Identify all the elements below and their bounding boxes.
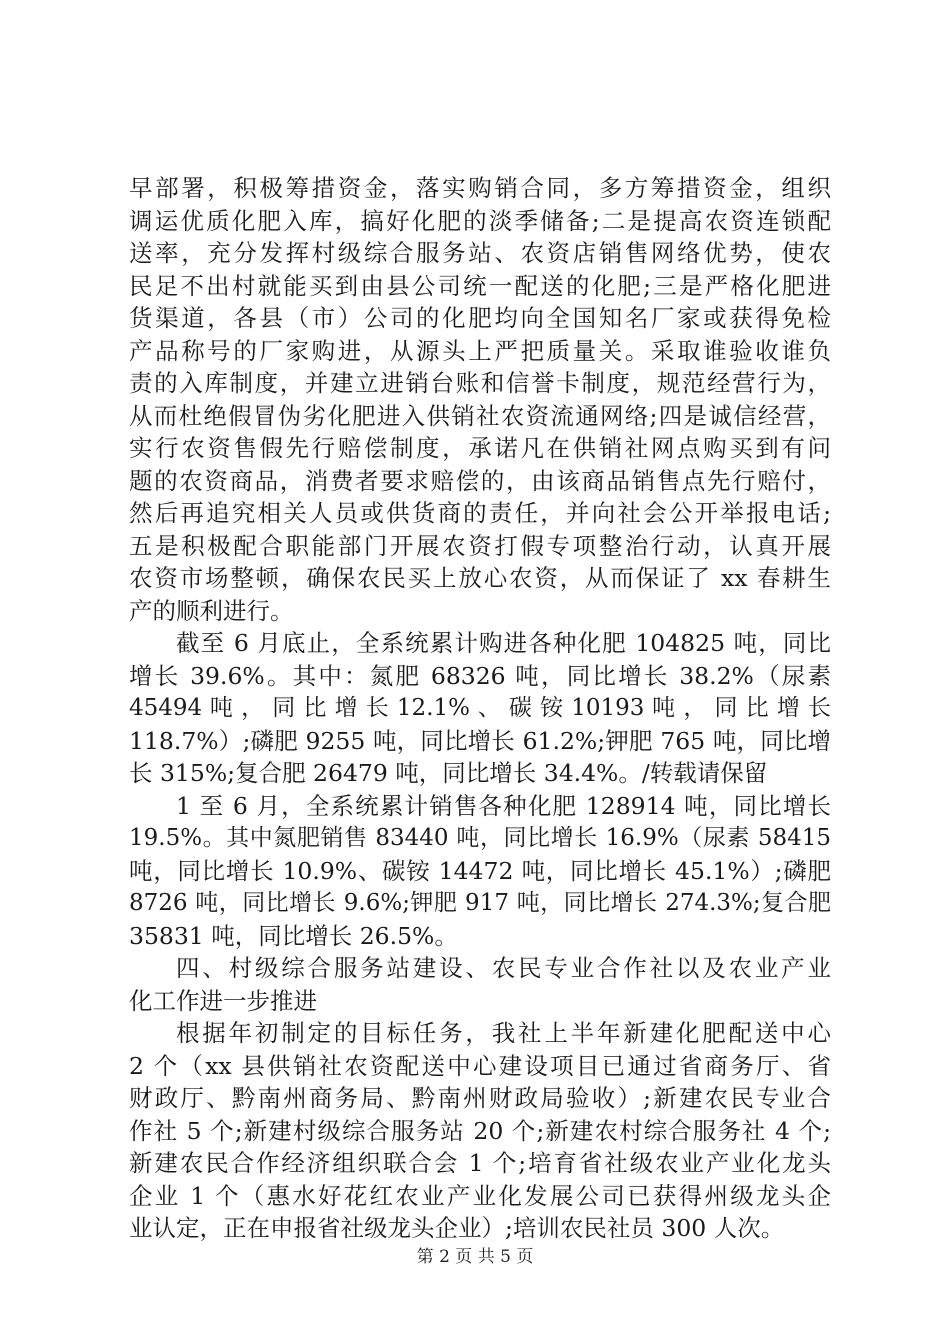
text-line: 题的农资商品，消费者要求赔偿的，由该商品销售点先行赔付， (129, 466, 831, 495)
text-line: 作社 5 个;新建村级综合服务站 20 个;新建农村综合服务社 4 个; (129, 1116, 831, 1145)
text-line: 五是积极配合职能部门开展农资打假专项整治行动，认真开展 (129, 531, 831, 560)
text-line: 8726 吨，同比增长 9.6%;钾肥 917 吨，同比增长 274.3%;复合肥 (129, 890, 831, 916)
text-line: 1 至 6 月，全系统累计销售各种化肥 128914 吨，同比增长 (176, 791, 831, 820)
text-line: 四、村级综合服务站建设、农民专业合作社以及农业产业 (176, 954, 831, 982)
text-line: 送率，充分发挥村级综合服务站、农资店销售网络优势，使农 (129, 239, 831, 267)
text-line: 农资市场整顿，确保农民买上放心农资，从而保证了 xx 春耕生 (129, 564, 831, 592)
text-line: 截至 6 月底止，全系统累计购进各种化肥 104825 吨，同比 (176, 629, 831, 657)
text-line: 调运优质化肥入库，搞好化肥的淡季储备;二是提高农资连锁配 (129, 206, 831, 235)
text-line: 民足不出村就能买到由县公司统一配送的化肥;三是严格化肥进 (129, 271, 831, 300)
text-line: 从而杜绝假冒伪劣化肥进入供销社农资流通网络;四是诚信经营， (129, 401, 831, 430)
text-line: 35831 吨，同比增长 26.5%。 (129, 921, 458, 950)
page-number-footer: 第 2 页 共 5 页 (416, 1247, 534, 1267)
text-line: 产的顺利进行。 (129, 596, 294, 625)
text-line: 增长 39.6%。其中：氮肥 68326 吨，同比增长 38.2%（尿素 (129, 661, 831, 690)
text-line: 早部署，积极筹措资金，落实购销合同，多方筹措资金，组织 (129, 174, 831, 202)
text-line: 企业 1 个（惠水好花红农业产业化发展公司已获得州级龙头企 (129, 1181, 831, 1210)
text-line: 实行农资售假先行赔偿制度，承诺凡在供销社网点购买到有问 (129, 434, 831, 462)
text-line: 118.7%）;磷肥 9255 吨，同比增长 61.2%;钾肥 765 吨，同比增 (129, 726, 831, 755)
document-body (129, 172, 831, 1245)
text-line: 根据年初制定的目标任务，我社上半年新建化肥配送中心 (176, 1019, 831, 1047)
text-line: 45494 吨 ， 同 比 增 长 12.1% 、 碳 铵 10193 吨 ， 同 比 增 长 (129, 695, 831, 721)
text-line: 化工作进一步推进 (129, 986, 317, 1015)
text-line: 货渠道，各县（市）公司的化肥均向全国知名厂家或获得免检 (129, 304, 831, 332)
text-line: 吨，同比增长 10.9%、碳铵 14472 吨，同比增长 45.1%）;磷肥 (129, 856, 831, 885)
text-line: 新建农民合作经济组织联合会 1 个;培育省社级农业产业化龙头 (129, 1149, 831, 1177)
text-line: 责的入库制度，并建立进销台账和信誉卡制度，规范经营行为， (129, 369, 831, 397)
text-line: 业认定，正在申报省社级龙头企业）;培训农民社员 300 人次。 (129, 1214, 785, 1242)
text-line: 然后再追究相关人员或供货商的责任，并向社会公开举报电话; (129, 499, 831, 527)
text-line: 产品称号的厂家购进，从源头上严把质量关。采取谁验收谁负 (129, 336, 831, 365)
text-line: 2 个（xx 县供销社农资配送中心建设项目已通过省商务厅、省 (129, 1051, 831, 1080)
text-line: 财政厅、黔南州商务局、黔南州财政局验收）;新建农民专业合 (129, 1084, 831, 1112)
text-line: 长 315%;复合肥 26479 吨，同比增长 34.4%。/转载请保留 (129, 759, 768, 787)
text-line: 19.5%。其中氮肥销售 83440 吨，同比增长 16.9%（尿素 58415 (129, 825, 831, 851)
